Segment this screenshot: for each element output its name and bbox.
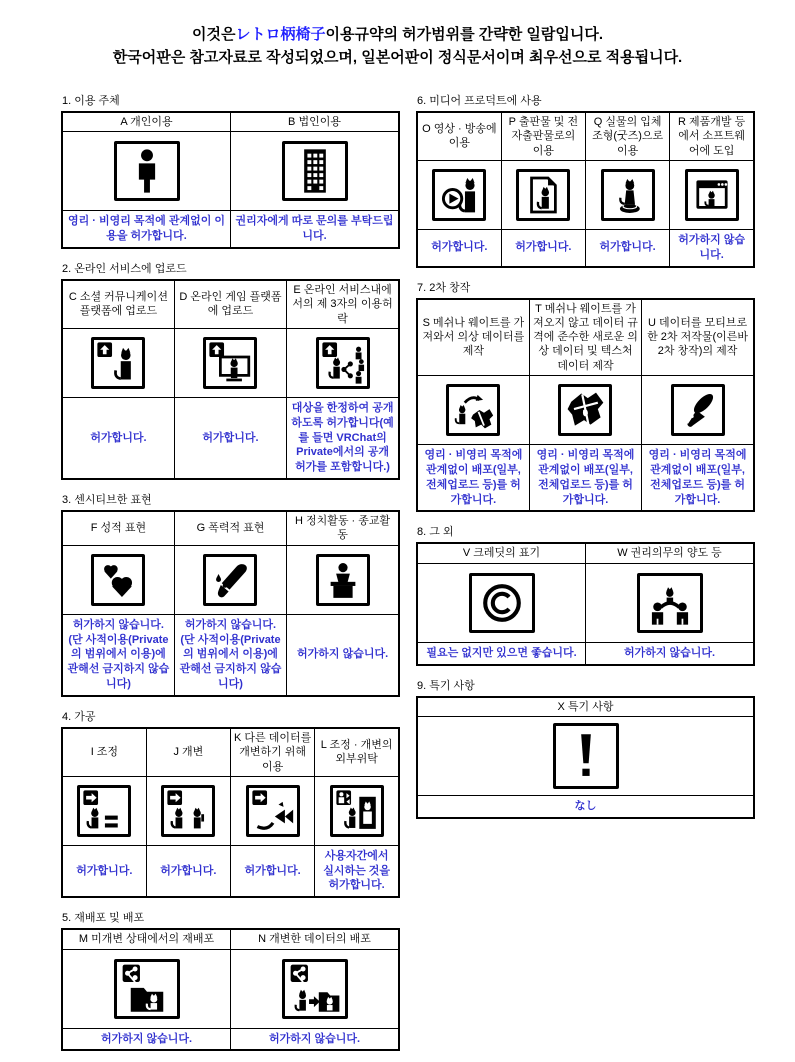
distribute-modified-icon bbox=[282, 959, 348, 1019]
cell-permission: 필요는 없지만 있으면 좋습니다. bbox=[417, 642, 586, 664]
cell-permission: 허가합니다. bbox=[586, 229, 670, 266]
cell-header: N 개변한 데이터의 배포 bbox=[231, 929, 400, 949]
exclamation-icon bbox=[553, 723, 619, 789]
header-line2: 한국어판은 참고자료로 작성되었으며, 일본어판이 정식문서이며 최우선으로 적용됩니다. bbox=[112, 48, 683, 66]
cell-header: J 개변 bbox=[146, 728, 230, 776]
person-icon bbox=[114, 141, 180, 201]
cell-header: C 소셜 커뮤니케이션 플랫폼에 업로드 bbox=[62, 280, 174, 328]
cell-header: X 특기 사항 bbox=[417, 697, 754, 717]
section-title: 3. 센시티브한 표현 bbox=[62, 494, 152, 507]
section-title: 8. 그 외 bbox=[417, 526, 454, 539]
cell-permission: 허가하지 않습니다. bbox=[62, 1028, 231, 1050]
cell-permission: 영리 · 비영리 목적에 관계없이 배포(일부, 전체업로드 등)를 허가합니다. bbox=[529, 445, 641, 512]
cell-header: H 정치활동 · 종교활동 bbox=[287, 511, 399, 545]
section-title: 2. 온라인 서비스에 업로드 bbox=[62, 262, 187, 275]
left-column bbox=[61, 92, 400, 1062]
mesh-import-icon bbox=[446, 384, 500, 436]
section-table bbox=[416, 542, 755, 665]
cell-header: M 미개변 상태에서의 재배포 bbox=[62, 929, 231, 949]
cell-header: W 권리의무의 양도 등 bbox=[586, 543, 755, 563]
section-title: 9. 특기 사항 bbox=[417, 679, 475, 692]
figurine-cat-icon bbox=[601, 169, 655, 221]
section-title: 7. 2차 창작 bbox=[417, 281, 471, 294]
game-upload-icon bbox=[203, 337, 257, 389]
cell-header: O 영상 · 방송에 이용 bbox=[417, 112, 501, 160]
outsourcing-icon bbox=[330, 785, 384, 837]
cell-permission: 영리 · 비영리 목적에 관계없이 이용을 허가합니다. bbox=[62, 211, 231, 248]
social-upload-icon bbox=[91, 337, 145, 389]
section-table bbox=[61, 928, 400, 1051]
clothes-icon bbox=[558, 384, 612, 436]
building-icon bbox=[282, 141, 348, 201]
cell-header: P 출판물 및 전자출판물로의 이용 bbox=[501, 112, 585, 160]
section-table bbox=[61, 111, 400, 249]
cell-permission: 대상을 한정하여 공개하도록 허가합니다(예를 들면 VRChat의 Private에서의 공개 허가를 포함합니다.) bbox=[287, 397, 399, 479]
section-others bbox=[416, 523, 755, 665]
section-table bbox=[61, 279, 400, 480]
cell-header: B 법인이용 bbox=[231, 112, 400, 132]
section-usage-subject bbox=[61, 92, 400, 249]
cell-header: Q 실물의 입체조형(굿즈)으로 이용 bbox=[586, 112, 670, 160]
right-column bbox=[416, 92, 755, 830]
section-special-notes bbox=[416, 677, 755, 819]
section-redistribution bbox=[61, 909, 400, 1051]
header-line1-post: 이용규약의 허가범위를 간략한 일람입니다. bbox=[325, 26, 603, 43]
cell-permission: 영리 · 비영리 목적에 관계없이 배포(일부, 전체업로드 등)를 허가합니다. bbox=[417, 445, 529, 512]
third-party-share-icon bbox=[316, 337, 370, 389]
section-title: 5. 재배포 및 배포 bbox=[62, 912, 145, 925]
software-window-cat-icon bbox=[685, 169, 739, 221]
adjust-icon bbox=[77, 785, 131, 837]
section-table bbox=[416, 298, 755, 513]
section-table bbox=[61, 510, 400, 697]
header-line1-pre: 이것은 bbox=[192, 26, 236, 43]
cell-permission: 허가합니다. bbox=[146, 845, 230, 897]
cell-header: F 성적 표현 bbox=[62, 511, 174, 545]
cell-header: U 데이터를 모티브로 한 2차 저작물(이른바 2차 창작)의 제작 bbox=[642, 299, 754, 376]
hearts-icon bbox=[91, 554, 145, 606]
cell-permission: 허가합니다. bbox=[231, 845, 315, 897]
cell-header: R 제품개발 등에서 소프트웨어에 도입 bbox=[670, 112, 754, 160]
modify-icon bbox=[161, 785, 215, 837]
redistribute-folder-icon bbox=[114, 959, 180, 1019]
header-line1 bbox=[0, 24, 795, 47]
cell-permission: 허가합니다. bbox=[62, 397, 174, 479]
cell-permission: 허가하지 않습니다. bbox=[287, 614, 399, 696]
section-title: 1. 이용 주체 bbox=[62, 95, 120, 107]
section-derivative-works bbox=[416, 279, 755, 513]
pen-icon bbox=[671, 384, 725, 436]
cell-permission: 허가하지 않습니다. bbox=[670, 229, 754, 266]
cell-header: S 메쉬나 웨이트를 가져와서 의상 데이터를 제작 bbox=[417, 299, 529, 376]
video-play-cat-icon bbox=[432, 169, 486, 221]
section-online-upload bbox=[61, 260, 400, 480]
cell-permission: 허가하지 않습니다.(단 사적이용(Private의 범위에서 이용)에 관해선 금지하지 않습니다) bbox=[174, 614, 286, 696]
cell-header: V 크레딧의 표기 bbox=[417, 543, 586, 563]
cell-header: A 개인이용 bbox=[62, 112, 231, 132]
section-table bbox=[416, 111, 755, 268]
cell-permission: 허가합니다. bbox=[417, 229, 501, 266]
cell-permission: 허가하지 않습니다. bbox=[231, 1028, 400, 1050]
rights-transfer-icon bbox=[637, 573, 703, 633]
cell-permission: 허가합니다. bbox=[62, 845, 146, 897]
section-processing bbox=[61, 708, 400, 898]
section-media-products bbox=[416, 92, 755, 268]
cell-header: I 조정 bbox=[62, 728, 146, 776]
cell-header: D 온라인 게임 플랫폼에 업로드 bbox=[174, 280, 286, 328]
copyright-icon bbox=[469, 573, 535, 633]
cell-header: T 메쉬나 웨이트를 가져오지 않고 데이터 규격에 준수한 새로운 의상 데이터 및 텍스처 데이터 제작 bbox=[529, 299, 641, 376]
modify-other-data-icon bbox=[246, 785, 300, 837]
cell-permission: 사용자간에서 실시하는 것을 허가합니다. bbox=[315, 845, 399, 897]
cell-permission: 권리자에게 따로 문의를 부탁드립니다. bbox=[231, 211, 400, 248]
podium-icon bbox=[316, 554, 370, 606]
section-sensitive-expression bbox=[61, 491, 400, 697]
document-header bbox=[0, 24, 795, 69]
cell-permission: なし bbox=[417, 795, 754, 817]
section-table bbox=[61, 727, 400, 898]
cell-permission: 허가하지 않습니다.(단 사적이용(Private의 범위에서 이용)에 관해선 금지하지 않습니다) bbox=[62, 614, 174, 696]
cell-header: G 폭력적 표현 bbox=[174, 511, 286, 545]
publication-cat-icon bbox=[516, 169, 570, 221]
cell-permission: 허가합니다. bbox=[174, 397, 286, 479]
section-title: 4. 가공 bbox=[62, 710, 96, 723]
knife-icon bbox=[203, 554, 257, 606]
cell-permission: 허가합니다. bbox=[501, 229, 585, 266]
header-title-highlight: レトロ柄椅子 bbox=[235, 26, 326, 43]
cell-header: E 온라인 서비스내에서의 제 3자의 이용허락 bbox=[287, 280, 399, 328]
cell-header: K 다른 데이터를 개변하기 위해 이용 bbox=[231, 728, 315, 776]
section-title: 6. 미디어 프로덕트에 사용 bbox=[417, 95, 542, 107]
cell-permission: 영리 · 비영리 목적에 관계없이 배포(일부, 전체업로드 등)를 허가합니다. bbox=[642, 445, 754, 512]
section-table bbox=[416, 696, 755, 819]
cell-permission: 허가하지 않습니다. bbox=[586, 642, 755, 664]
cell-header: L 조정 · 개변의 외부위탁 bbox=[315, 728, 399, 776]
